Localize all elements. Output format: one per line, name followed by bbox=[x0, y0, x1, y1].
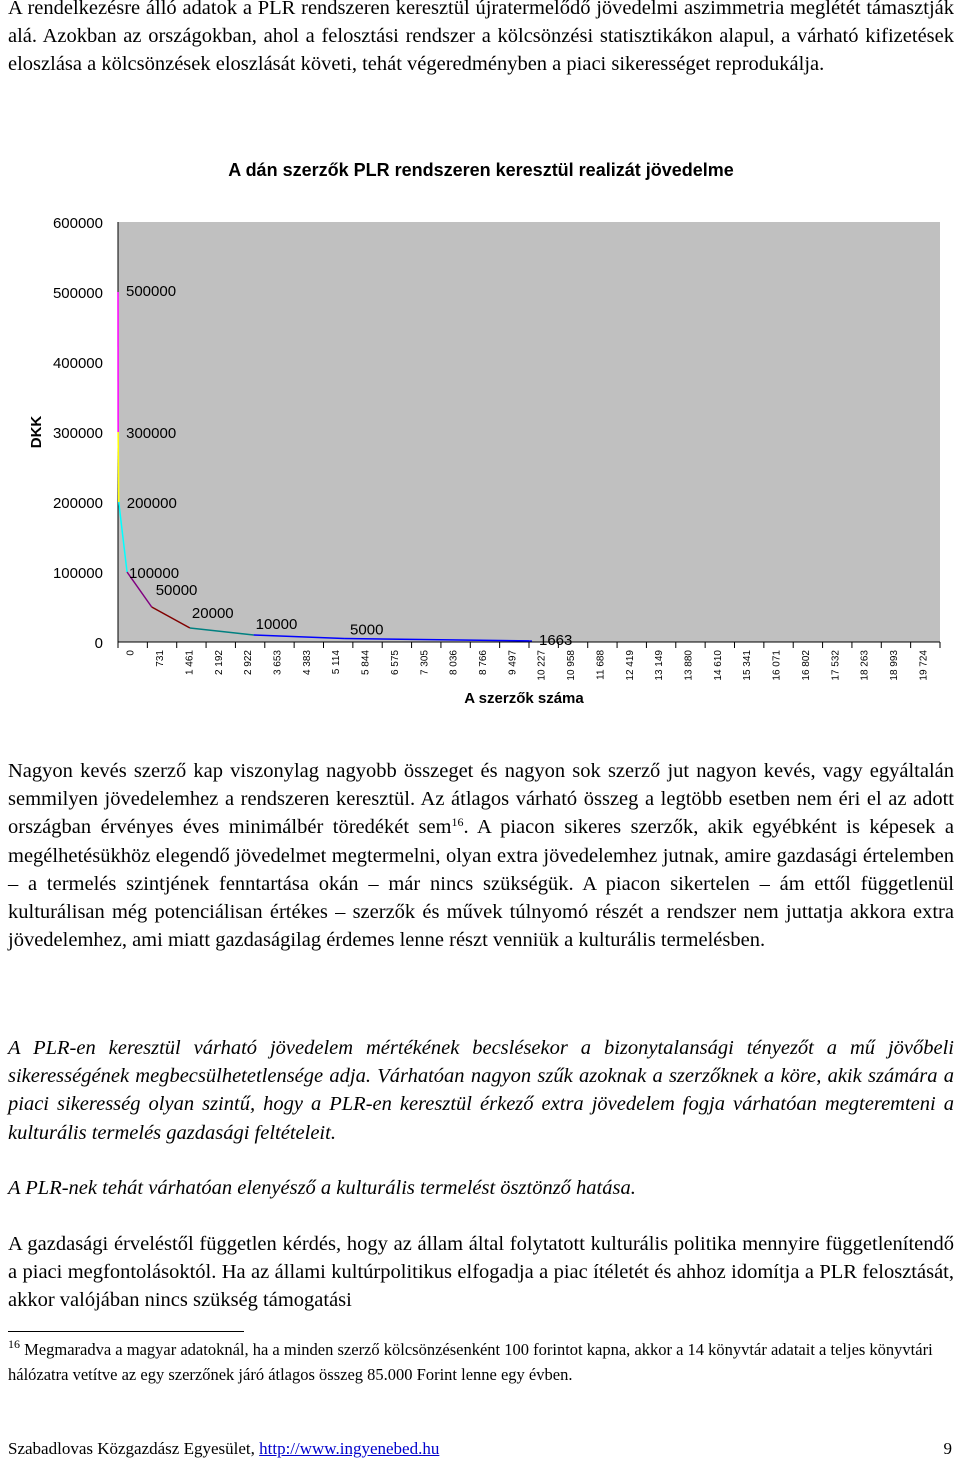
y-tick-label: 100000 bbox=[52, 565, 103, 582]
footer-link[interactable]: http://www.ingyenebed.hu bbox=[259, 1439, 440, 1458]
body-paragraph-1-part-b: . A piacon sikeres szerzők, akik egyébként is képesek a megélhetésükhöz elegendő jövedelmet megtermelni, olyan extra jövedelemhez jutnak, amire gazdasági értelemben – a termelés szintjének fenntartása okán – már nincs szükségük. A piacon sikertelen – ám ettől függetlenül kulturálisan még potenciálisan értékes – szerzők és művek túlnyomó részét a rendszer nem juttatja akkora extra jövedelemhez, ami miatt gazdaságilag érdemes lenne részt venniük a kulturális termelésben. bbox=[8, 816, 954, 952]
x-tick-label: 1 461 bbox=[184, 650, 196, 676]
italic-paragraph-2: A PLR-nek tehát várhatóan elenyésző a kulturális termelést ösztönző hatása. bbox=[8, 1177, 636, 1199]
x-tick-label: 8 036 bbox=[448, 650, 460, 676]
y-tick-label: 400000 bbox=[52, 355, 103, 372]
x-tick-labels bbox=[126, 650, 930, 681]
x-tick-label: 14 610 bbox=[712, 650, 724, 681]
x-tick-label: 17 532 bbox=[830, 650, 842, 681]
plot-area bbox=[118, 222, 940, 642]
x-tick-label: 8 766 bbox=[477, 650, 489, 676]
data-label: 20000 bbox=[191, 605, 234, 622]
x-axis-label: A szerzők száma bbox=[464, 690, 584, 707]
x-tick-label: 2 192 bbox=[213, 650, 225, 676]
x-tick-label: 13 880 bbox=[683, 650, 695, 681]
x-tick-label: 6 575 bbox=[389, 650, 401, 676]
y-tick-label: 200000 bbox=[52, 495, 103, 512]
data-label: 10000 bbox=[255, 616, 298, 633]
data-label: 500000 bbox=[126, 283, 177, 300]
footer-org: Szabadlovas Közgazdász Egyesület, bbox=[8, 1439, 260, 1458]
y-tick-labels bbox=[53, 215, 103, 652]
data-label: 300000 bbox=[126, 425, 177, 442]
x-tick-label: 13 149 bbox=[654, 650, 666, 681]
footnote-divider bbox=[8, 1331, 244, 1332]
italic-paragraph-1: A PLR-en keresztül várható jövedelem mértékének becslésekor a bizonytalansági tényezőt a mű jövőbeli sikerességének megbecsülhetetlensége adja. Várhatóan nagyon szűk azoknak a szerzőknek a köre, akik számára a piaci sikeresség olyan szintű, hogy a PLR-en keresztül érkező extra jövedelem fogja várhatóan megteremteni a kulturális termelés gazdasági feltételeit. bbox=[8, 1037, 954, 1144]
data-label: 200000 bbox=[126, 495, 177, 512]
x-tick-label: 4 383 bbox=[301, 650, 313, 676]
y-tick-label: 300000 bbox=[52, 425, 103, 442]
body-paragraph-1 bbox=[8, 757, 954, 954]
x-tick-label: 731 bbox=[155, 650, 167, 667]
y-axis-label: DKK bbox=[28, 415, 45, 449]
body-paragraph-2: A gazdasági érveléstől független kérdés, hogy az állam által folytatott kulturális politika mennyire függetlenítendő a piaci megfontolásoktól. Ha az állami kultúrpolitikus elfogadja a piac ítéletét és ahhoz idomítja a PLR felosztását, akkor valójában nincs szükség támogatási bbox=[8, 1233, 954, 1312]
chart-title: A dán szerzők PLR rendszeren keresztül realizát jövedelme bbox=[228, 160, 734, 180]
x-tick-label: 16 071 bbox=[771, 650, 783, 681]
x-tick-label: 10 227 bbox=[536, 650, 548, 681]
y-tick-label: 500000 bbox=[52, 285, 103, 302]
page-footer bbox=[8, 1437, 952, 1461]
x-tick-label: 18 993 bbox=[888, 650, 900, 681]
x-tick-label: 12 419 bbox=[624, 650, 636, 681]
income-chart bbox=[0, 145, 960, 715]
x-tick-label: 2 922 bbox=[243, 650, 255, 676]
footnote-ref: 16 bbox=[451, 815, 464, 830]
x-tick-label: 19 724 bbox=[918, 650, 930, 681]
x-tick-label: 9 497 bbox=[507, 650, 519, 676]
body-paragraph-1-part-a: Nagyon kevés szerző kap viszonylag nagyobb összeget és nagyon sok szerző jut nagyon kevés, vagy egyáltalán semmilyen jövedelemhez a rendszeren keresztül. Az átlagos várható összeg a legtöbb esetben nem éri el az adott országban érvényes éves minimálbér töredékét sem bbox=[8, 760, 954, 839]
x-tick-label: 10 958 bbox=[566, 650, 578, 681]
x-tick-label: 3 653 bbox=[272, 650, 284, 676]
page-number: 9 bbox=[943, 1439, 952, 1458]
x-tick-label: 5 844 bbox=[360, 650, 372, 676]
y-tick-label: 0 bbox=[94, 635, 103, 652]
x-tick-label: 18 263 bbox=[859, 650, 871, 681]
footnote-number: 16 bbox=[8, 1337, 20, 1351]
data-label: 1663 bbox=[539, 631, 573, 649]
x-tick-label: 0 bbox=[125, 650, 137, 656]
x-tick-label: 11 688 bbox=[595, 650, 607, 680]
data-label: 50000 bbox=[155, 582, 198, 599]
intro-paragraph: A rendelkezésre álló adatok a PLR rendszeren keresztül újratermelődő jövedelmi aszimmetria meglétét támasztják alá. Azokban az országokban, ahol a felosztási rendszer a kölcsönzési statisztikákon alapul, a várható kifizetések eloszlása a kölcsönzések eloszlását követi, tehát végeredményben a piaci sikerességet reprodukálja. bbox=[8, 0, 954, 76]
data-label: 5000 bbox=[350, 621, 384, 639]
series-segment bbox=[118, 432, 119, 502]
x-tick-label: 7 305 bbox=[419, 650, 431, 676]
x-tick-label: 15 341 bbox=[742, 650, 754, 681]
x-tick-label: 5 114 bbox=[331, 650, 343, 675]
footnote bbox=[8, 1338, 954, 1387]
data-label: 100000 bbox=[129, 565, 180, 582]
y-tick-label: 600000 bbox=[52, 215, 103, 232]
footnote-text: Megmaradva a magyar adatoknál, ha a minden szerző kölcsönzésenként 100 forintot kapna, akkor a 14 könyvtár adatait a teljes könyvtári hálózatra vetítve az egy szerzőnek járó átlagos összeg 85.000 Forint lenne egy évben. bbox=[8, 1340, 933, 1384]
x-tick-label: 16 802 bbox=[800, 650, 812, 681]
